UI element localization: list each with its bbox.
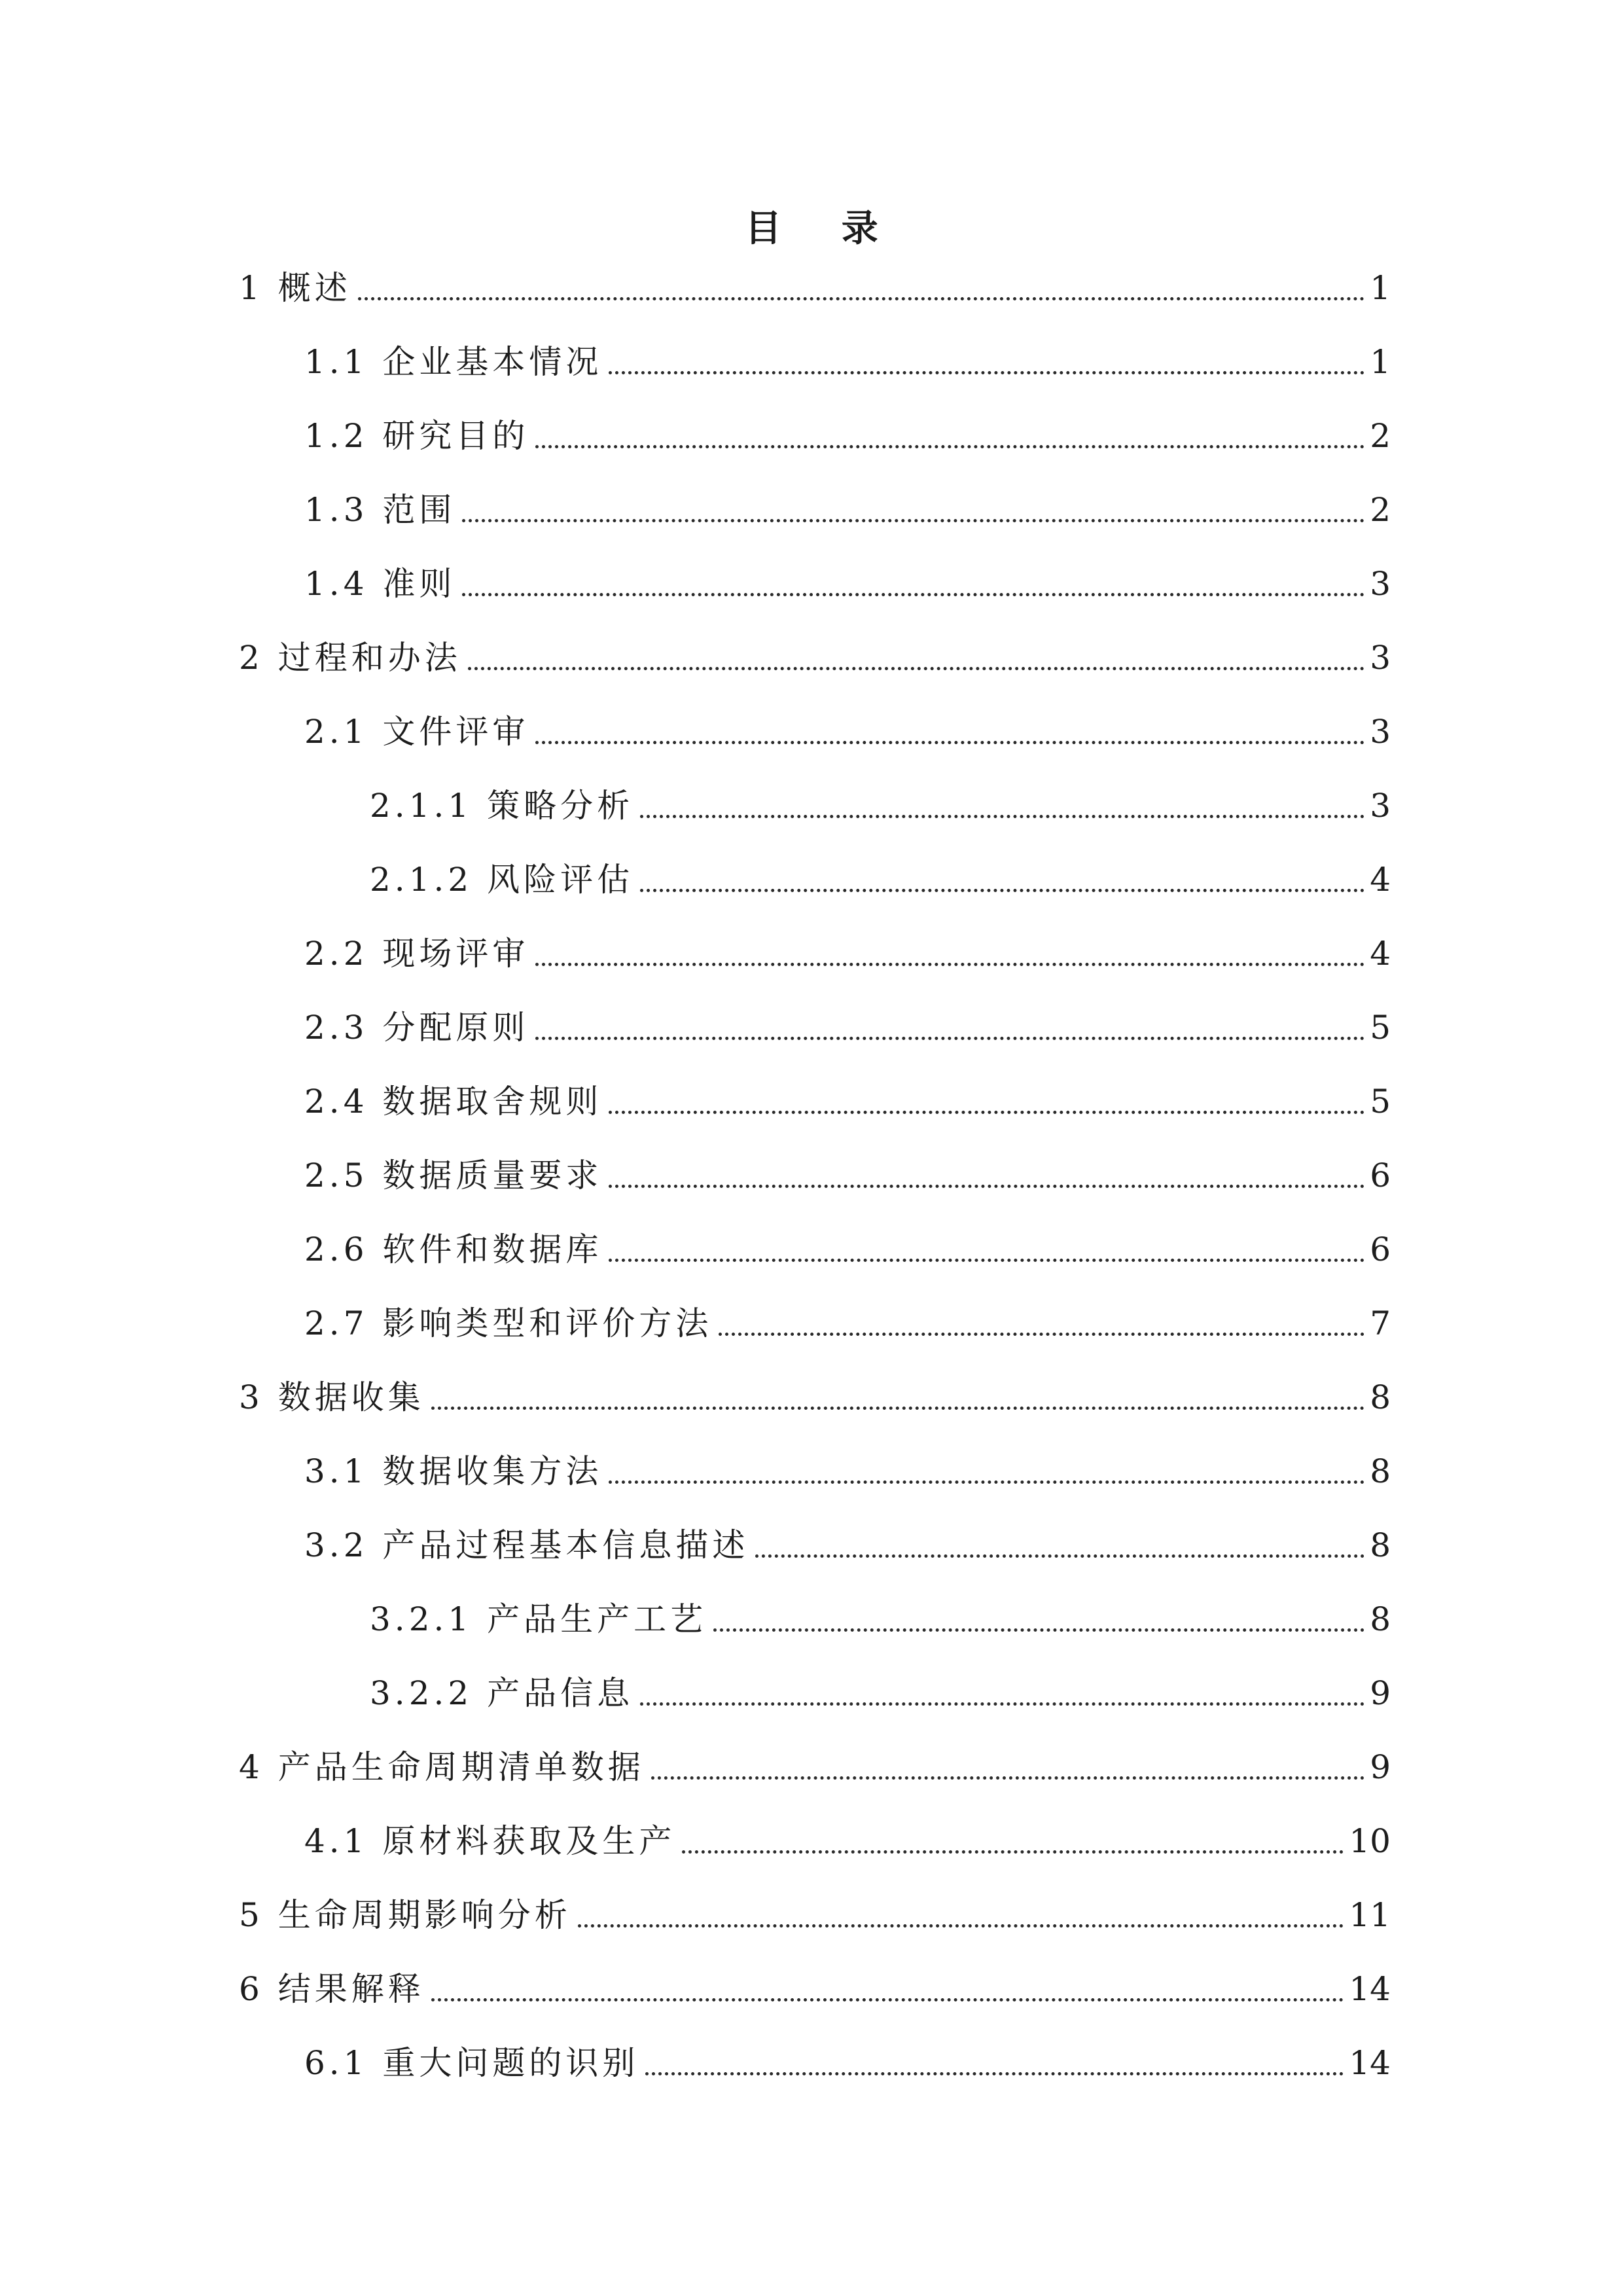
toc-page-number: 5 xyxy=(1370,1083,1391,1121)
dot-leader xyxy=(640,889,1364,892)
toc-entry[interactable] xyxy=(304,1005,1391,1050)
dot-leader xyxy=(609,1185,1364,1188)
toc-entry[interactable] xyxy=(370,1596,1391,1642)
toc-entry[interactable] xyxy=(370,783,1391,829)
dot-leader xyxy=(535,963,1364,966)
dot-leader xyxy=(462,519,1364,522)
toc-page-number: 3 xyxy=(1370,565,1391,603)
toc-page-number: 8 xyxy=(1370,1452,1391,1490)
toc-entry[interactable] xyxy=(304,561,1391,607)
toc-entry-label: 2.1 文件评审 xyxy=(304,713,529,751)
dot-leader xyxy=(462,593,1364,596)
toc-entry-label: 3.2.1 产品生产工艺 xyxy=(370,1600,707,1638)
dot-leader xyxy=(358,297,1364,300)
toc-entry-label: 1.2 研究目的 xyxy=(304,417,529,455)
toc-entry-label: 2.2 现场评审 xyxy=(304,935,529,973)
toc-entry[interactable] xyxy=(239,1966,1391,2012)
toc-entry[interactable] xyxy=(304,1300,1391,1346)
toc-page-number: 6 xyxy=(1370,1230,1391,1268)
dot-leader xyxy=(640,815,1364,818)
toc-entry-label: 2.1.2 风险评估 xyxy=(370,861,634,899)
dot-leader xyxy=(535,1037,1364,1040)
toc-entry-label: 4 产品生命周期清单数据 xyxy=(239,1748,645,1786)
toc-entry[interactable] xyxy=(304,413,1391,459)
toc-entry[interactable] xyxy=(239,1892,1391,1938)
dot-leader xyxy=(535,445,1364,448)
toc-page-number: 3 xyxy=(1370,639,1391,677)
toc-entry-label: 2 过程和办法 xyxy=(239,639,461,677)
dot-leader xyxy=(535,741,1364,744)
toc-page-number: 1 xyxy=(1370,269,1391,307)
toc-entry[interactable] xyxy=(304,709,1391,755)
toc-page-number: 9 xyxy=(1370,1748,1391,1786)
toc-page-number: 10 xyxy=(1349,1822,1391,1860)
toc-entry-label: 1.4 准则 xyxy=(304,565,456,603)
toc-entry-label: 6 结果解释 xyxy=(239,1970,425,2008)
toc-page-number: 7 xyxy=(1370,1304,1391,1342)
toc-entry-label: 2.1.1 策略分析 xyxy=(370,787,634,825)
dot-leader xyxy=(578,1924,1344,1928)
dot-leader xyxy=(431,1407,1364,1410)
toc-entry[interactable] xyxy=(304,1079,1391,1124)
toc-entry[interactable] xyxy=(239,265,1391,311)
toc-page-number: 5 xyxy=(1370,1009,1391,1047)
toc-page-number: 3 xyxy=(1370,713,1391,751)
toc-page-number: 8 xyxy=(1370,1526,1391,1564)
toc-entry[interactable] xyxy=(370,1670,1391,1716)
toc-entry[interactable] xyxy=(304,339,1391,385)
dot-leader xyxy=(640,1702,1364,1706)
toc-page-number: 8 xyxy=(1370,1600,1391,1638)
dot-leader xyxy=(609,1480,1364,1484)
toc-entry[interactable] xyxy=(370,857,1391,903)
toc-page-number: 4 xyxy=(1370,935,1391,973)
toc-entry[interactable] xyxy=(304,1227,1391,1272)
dot-leader xyxy=(609,1111,1364,1114)
toc-page-number: 4 xyxy=(1370,861,1391,899)
toc-entry[interactable] xyxy=(239,1744,1391,1790)
dot-leader xyxy=(682,1850,1344,1854)
toc-page-number: 1 xyxy=(1370,343,1391,381)
toc-page-number: 2 xyxy=(1370,417,1391,455)
toc-page-number: 6 xyxy=(1370,1157,1391,1194)
toc-entry-label: 3.2 产品过程基本信息描述 xyxy=(304,1526,749,1564)
toc-entry-label: 2.3 分配原则 xyxy=(304,1009,529,1047)
toc-page-number: 9 xyxy=(1370,1674,1391,1712)
toc-page-number: 2 xyxy=(1370,491,1391,529)
dot-leader xyxy=(468,667,1364,670)
dot-leader xyxy=(609,371,1364,374)
toc-entry-label: 5 生命周期影响分析 xyxy=(239,1896,571,1934)
toc-entry-label: 2.7 影响类型和评价方法 xyxy=(304,1304,713,1342)
toc-entry[interactable] xyxy=(239,1374,1391,1420)
toc-entry[interactable] xyxy=(304,1522,1391,1568)
toc-entry-label: 4.1 原材料获取及生产 xyxy=(304,1822,676,1860)
toc-entry[interactable] xyxy=(304,1448,1391,1494)
dot-leader xyxy=(651,1776,1364,1780)
toc-entry-label: 1.1 企业基本情况 xyxy=(304,343,603,381)
dot-leader xyxy=(609,1259,1364,1262)
dot-leader xyxy=(431,1998,1344,2001)
toc-title: 目 录 xyxy=(745,207,902,250)
dot-leader xyxy=(645,2072,1344,2075)
dot-leader xyxy=(713,1628,1364,1632)
toc-entry-label: 2.6 软件和数据库 xyxy=(304,1230,603,1268)
toc-entry[interactable] xyxy=(304,1153,1391,1198)
toc-entry[interactable] xyxy=(304,2040,1391,2086)
toc-page-number: 14 xyxy=(1349,1970,1391,2008)
toc-entry-label: 3.2.2 产品信息 xyxy=(370,1674,634,1712)
toc-page-number: 11 xyxy=(1349,1896,1391,1934)
toc-entry-label: 3.1 数据收集方法 xyxy=(304,1452,603,1490)
toc-entry-label: 6.1 重大问题的识别 xyxy=(304,2044,639,2082)
toc-entry-label: 1 概述 xyxy=(239,269,351,307)
toc-entry-label: 2.5 数据质量要求 xyxy=(304,1157,603,1194)
toc-page-number: 8 xyxy=(1370,1378,1391,1416)
toc-entry-label: 3 数据收集 xyxy=(239,1378,425,1416)
toc-entry-label: 2.4 数据取舍规则 xyxy=(304,1083,603,1121)
toc-page-number: 3 xyxy=(1370,787,1391,825)
toc-entry[interactable] xyxy=(304,931,1391,977)
dot-leader xyxy=(719,1333,1364,1336)
toc-entry[interactable] xyxy=(304,487,1391,533)
toc-page-number: 14 xyxy=(1349,2044,1391,2082)
dot-leader xyxy=(755,1554,1364,1558)
toc-entry[interactable] xyxy=(239,635,1391,681)
toc-entry[interactable] xyxy=(304,1818,1391,1864)
toc-entry-label: 1.3 范围 xyxy=(304,491,456,529)
